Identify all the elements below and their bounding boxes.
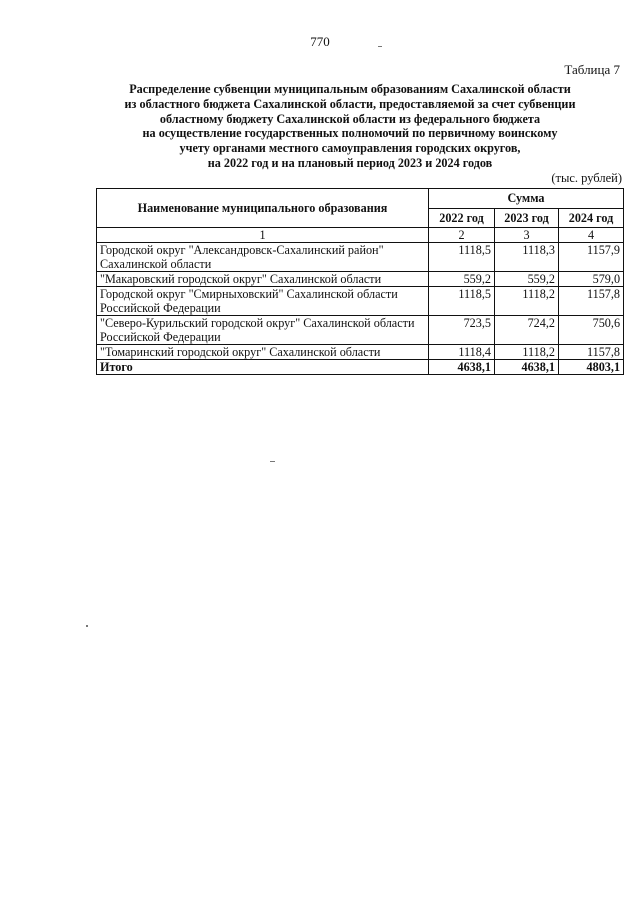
title-line: Распределение субвенции муниципальным образованиям Сахалинской области: [129, 82, 571, 96]
value-2024: 1157,8: [559, 287, 624, 316]
table-label: Таблица 7: [564, 62, 620, 77]
value-2024: 1157,8: [559, 345, 624, 360]
table-row: [97, 345, 624, 360]
scan-speck: [378, 46, 382, 47]
scan-speck: [270, 461, 275, 462]
value-2023: 1118,2: [495, 345, 559, 360]
header-name: Наименование муниципального образования: [97, 189, 429, 228]
value-2023: 1118,2: [495, 287, 559, 316]
header-sum: Сумма: [429, 189, 624, 209]
column-number: 2: [429, 228, 495, 243]
value-2024: 1157,9: [559, 243, 624, 272]
title-line: на 2022 год и на плановый период 2023 и 2024 годов: [207, 155, 493, 170]
budget-table: [96, 188, 624, 375]
column-number: 3: [495, 228, 559, 243]
row-name: Городской округ "Смирныховский" Сахалинской области Российской Федерации: [97, 287, 429, 316]
table-row: [97, 287, 624, 316]
value-2023: 724,2: [495, 316, 559, 345]
value-2023: 1118,3: [495, 243, 559, 272]
title-line: из областного бюджета Сахалинской области, предоставляемой за счет субвенции: [124, 96, 576, 111]
value-2022: 1118,5: [429, 243, 495, 272]
row-name: Городской округ "Александровск-Сахалинский район" Сахалинской области: [97, 243, 429, 272]
total-label: Итого: [97, 360, 429, 375]
page-number: 770: [310, 34, 330, 49]
value-2024: 579,0: [559, 272, 624, 287]
value-2022: 1118,5: [429, 287, 495, 316]
table-row: [97, 272, 624, 287]
row-name: "Северо-Курильский городской округ" Сахалинской области Российской Федерации: [97, 316, 429, 345]
scan-speck: [86, 625, 88, 627]
value-2022: 723,5: [429, 316, 495, 345]
value-2022: 559,2: [429, 272, 495, 287]
row-name: "Томаринский городской округ" Сахалинской области: [97, 345, 429, 360]
total-2023: 4638,1: [495, 360, 559, 375]
value-2022: 1118,4: [429, 345, 495, 360]
total-2024: 4803,1: [559, 360, 624, 375]
value-2023: 559,2: [495, 272, 559, 287]
header-year: 2022 год: [429, 208, 495, 228]
header-year: 2024 год: [559, 208, 624, 228]
header-year: 2023 год: [495, 208, 559, 228]
table-row: [97, 316, 624, 345]
units-label: (тыс. рублей): [551, 171, 622, 185]
column-number: 4: [559, 228, 624, 243]
row-name: "Макаровский городской округ" Сахалинской области: [97, 272, 429, 287]
total-row: [97, 360, 624, 375]
table-row: [97, 243, 624, 272]
title-line: на осуществление государственных полномочий по первичному воинскому: [142, 126, 558, 141]
total-2022: 4638,1: [429, 360, 495, 375]
title-line: областному бюджету Сахалинской области из федерального бюджета: [159, 111, 541, 126]
value-2024: 750,6: [559, 316, 624, 345]
document-title: [95, 82, 605, 171]
title-line: учету органами местного самоуправления городских округов,: [179, 141, 521, 156]
column-number: 1: [97, 228, 429, 243]
column-number-row: [97, 228, 624, 243]
